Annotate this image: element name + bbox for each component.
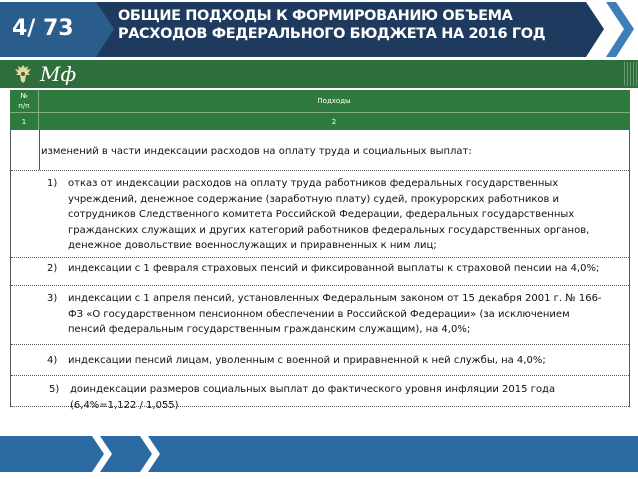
col-index-1: 1 [10,112,38,131]
nav-segment-1 [0,436,104,472]
eagle-emblem-icon [12,63,34,85]
ministry-logo: Мф [40,62,77,86]
list-item-text [68,176,589,254]
list-item-number: 2) [47,263,58,274]
list-item-number: 3) [47,293,58,304]
col-header-approaches: Подходы [317,97,351,105]
row-divider [11,257,629,258]
list-item-number: 4) [47,355,58,366]
column-divider [39,130,40,170]
col-header-number-line2: п/п [18,102,30,110]
col-header-number-line1: № [20,92,28,100]
list-item-text [70,382,555,413]
bar-grip [624,62,638,86]
list-item-number: 1) [47,178,58,189]
list-item-text [68,261,599,277]
list-item-line: отказ от индексации расходов на оплату труда работников федеральных государственных [68,178,559,189]
list-item-line: денежное довольствие военнослужащих и приравненных к ним лиц; [68,240,437,251]
nav-segment-2 [148,436,638,472]
row-divider [11,344,629,345]
bottom-nav [0,418,638,479]
list-item-line: доиндексации размеров социальных выплат до фактического уровня инфляции 2015 года [70,384,556,395]
list-item-line: индексации с 1 февраля страховых пенсий и фиксированной выплаты к страховой пенсии на 4,0%; [68,263,600,274]
list-item-line: индексации с 1 апреля пенсий, установленных Федеральным законом от 15 декабря 2001 г. № 166- [68,293,602,304]
slide-counter: 4/ 73 [12,16,74,41]
col-header-number [10,90,38,113]
list-item-line: пенсий федеральным государственным гражданским служащим), на 4,0%; [68,324,471,335]
table-body [10,130,630,411]
table-header [10,90,630,130]
col-index-2: 2 [38,112,630,131]
list-item-text [68,353,546,369]
list-item-line: сотрудников Следственного комитета Российской Федерации, федеральных государственных [68,209,575,220]
row-divider [11,375,629,376]
table-intro: изменений в части индексации расходов на оплату труда и социальных выплат: [41,146,472,157]
list-item-text [68,291,602,338]
list-item-line: (6,4%=1,122 / 1,055) [70,399,179,411]
title-line-2: РАСХОДОВ ФЕДЕРАЛЬНОГО БЮДЖЕТА НА 2016 ГОД [118,26,546,42]
row-divider [11,170,629,171]
logo-bar [0,60,638,88]
row-divider [11,285,629,286]
list-item-line: учреждений, денежное содержание (заработную плату) судей, прокурорских работников и [68,193,560,205]
list-item-line: ФЗ «О государственном пенсионном обеспечении в Российской Федерации» (за исключением [68,308,570,320]
list-item-number: 5) [49,384,60,395]
header-divider [38,90,39,130]
list-item-line: индексации пенсий лицам, уволенным с военной и приравненной к ней службы, на 4,0%; [68,355,546,366]
slide-header [0,0,638,60]
table-bottom-border [11,406,629,407]
page-title [118,7,588,43]
title-line-1: ОБЩИЕ ПОДХОДЫ К ФОРМИРОВАНИЮ ОБЪЕМА [118,8,513,24]
list-item-line: гражданских служащих и других категорий работников федеральных государственных органов, [68,224,590,236]
